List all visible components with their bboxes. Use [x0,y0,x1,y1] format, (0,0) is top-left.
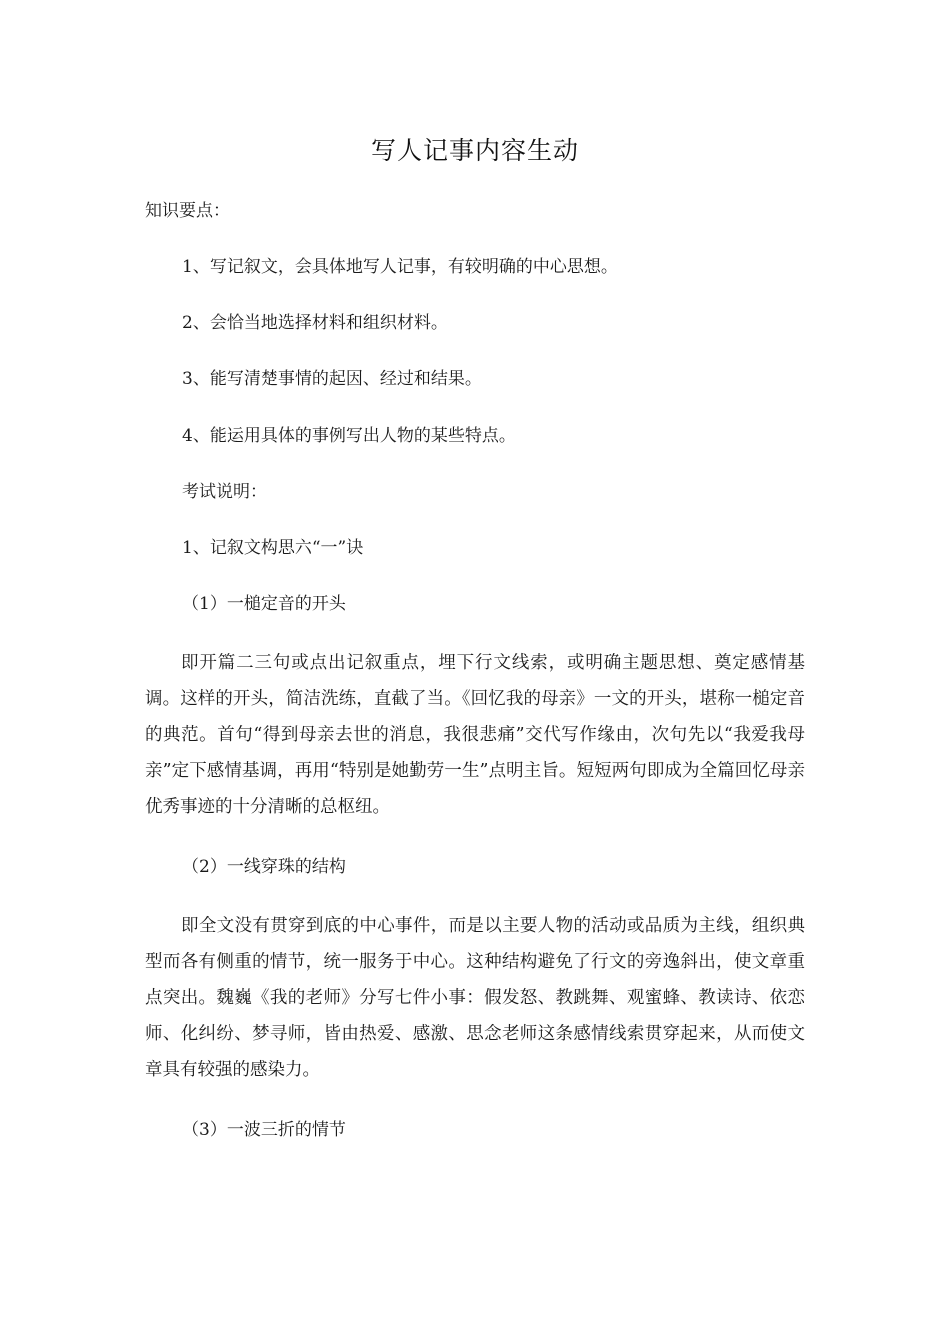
paragraph-1: 即开篇二三句或点出记叙重点，埋下行文线索，或明确主题思想、奠定感情基调。这样的开头，简洁洗练，直截了当。《回忆我的母亲》一文的开头，堪称一槌定音的典范。首句“得到母亲去世的消息，我很悲痛”交代写作缘由，次句先以“我爱我母亲”定下感情基调，再用“特别是她勤劳一生”点明主旨。短短两句即成为全篇回忆母亲优秀事迹的十分清晰的总枢纽。 [145,653,805,817]
subsection-heading-1: （1）一槌定音的开头 [182,594,346,614]
document-title: 写人记事内容生动 [370,136,579,165]
subsection-heading-2: （2）一线穿珠的结构 [182,857,346,877]
section-heading-1: 1、记叙文构思六“一”诀 [182,538,364,558]
exam-heading: 考试说明： [182,482,267,502]
subsection-heading-3: （3）一波三折的情节 [182,1120,346,1140]
knowledge-point-3: 3、能写清楚事情的起因、经过和结果。 [182,369,482,389]
knowledge-point-1: 1、写记叙文，会具体地写人记事，有较明确的中心思想。 [182,257,618,277]
knowledge-point-4: 4、能运用具体的事例写出人物的某些特点。 [182,426,516,446]
knowledge-heading: 知识要点： [145,201,230,221]
knowledge-point-2: 2、会恰当地选择材料和组织材料。 [182,313,448,333]
paragraph-2: 即全文没有贯穿到底的中心事件，而是以主要人物的活动或品质为主线，组织典型而各有侧重的情节，统一服务于中心。这种结构避免了行文的旁逸斜出，使文章重点突出。魏巍《我的老师》分写七件小事：假发怒、教跳舞、观蜜蜂、教读诗、依恋师、化纠纷、梦寻师，皆由热爱、感激、思念老师这条感情线索贯穿起来，从而使文章具有较强的感染力。 [145,916,805,1080]
